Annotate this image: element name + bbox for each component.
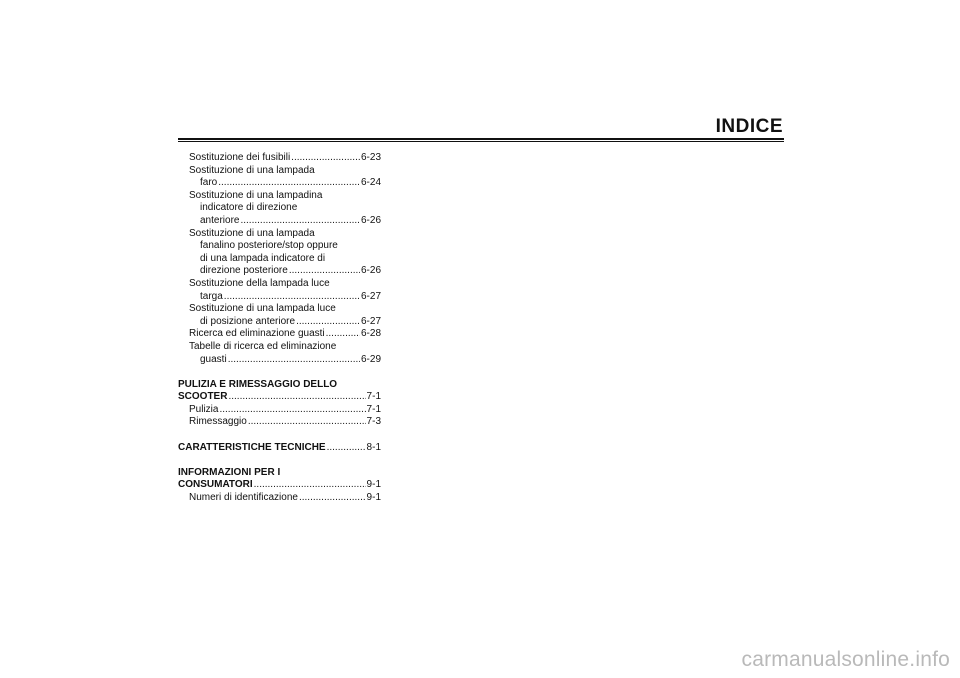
section-spacer xyxy=(178,366,381,379)
toc-leader xyxy=(289,265,360,278)
toc-leader xyxy=(291,152,360,165)
toc-leader xyxy=(296,316,360,329)
toc-entry-rimessaggio[interactable] xyxy=(178,416,381,429)
toc-entry-targa[interactable] xyxy=(178,291,381,304)
toc-section-title: CONSUMATORI xyxy=(178,479,253,491)
toc-leader xyxy=(240,215,360,228)
toc-leader xyxy=(326,328,360,341)
toc-entry-label: Tabelle di ricerca ed eliminazione xyxy=(189,340,337,352)
toc-leader xyxy=(254,479,366,492)
section-spacer xyxy=(178,429,381,442)
toc-entry-label: Sostituzione dei fusibili xyxy=(189,152,291,163)
toc-page-number: 6-23 xyxy=(360,152,381,163)
toc-leader xyxy=(248,416,366,429)
toc-entry-fusibili[interactable] xyxy=(178,152,381,165)
toc-entry-label: guasti xyxy=(200,353,227,365)
toc-page-number: 9-1 xyxy=(366,479,381,491)
page-title: INDICE xyxy=(715,116,783,137)
toc-entry-label: Ricerca ed eliminazione guasti xyxy=(189,328,325,340)
toc-entry-label: Rimessaggio xyxy=(189,416,247,428)
toc-page-number: 6-29 xyxy=(360,353,381,365)
toc-entry-indicatore-anteriore[interactable] xyxy=(178,215,381,228)
toc-entry-label: indicatore di direzione xyxy=(200,202,298,214)
toc-entry-guasti[interactable] xyxy=(178,354,381,367)
toc-section-title: PULIZIA E RIMESSAGGIO DELLO xyxy=(178,378,338,390)
toc-leader xyxy=(327,442,366,455)
toc-page-number: 6-26 xyxy=(360,265,381,277)
toc-section-caratteristiche[interactable] xyxy=(178,442,381,455)
table-of-contents xyxy=(178,152,381,505)
toc-entry-ricerca[interactable] xyxy=(178,328,381,341)
toc-section-title: INFORMAZIONI PER I xyxy=(178,466,281,478)
toc-page-number: 6-27 xyxy=(360,290,381,302)
toc-page-number: 8-1 xyxy=(366,441,381,453)
toc-leader xyxy=(224,291,360,304)
toc-entry-label: Sostituzione di una lampada xyxy=(189,164,315,176)
header-rule-thick xyxy=(178,138,784,140)
toc-page-number: 6-28 xyxy=(360,328,381,340)
toc-page-number: 9-1 xyxy=(366,492,381,504)
toc-page-number: 6-27 xyxy=(360,315,381,327)
toc-section-title: CARATTERISTICHE TECNICHE xyxy=(178,441,326,453)
toc-entry-label: Numeri di identificazione xyxy=(189,492,298,504)
toc-entry-numeri[interactable] xyxy=(178,492,381,505)
toc-entry-label: di una lampada indicatore di xyxy=(200,252,326,264)
toc-entry-label: Sostituzione di una lampada xyxy=(189,227,315,239)
toc-entry-label: Sostituzione di una lampadina xyxy=(189,189,323,201)
toc-entry-label: faro xyxy=(200,177,218,189)
toc-leader xyxy=(219,404,365,417)
toc-entry-pulizia[interactable] xyxy=(178,404,381,417)
toc-entry-label: anteriore xyxy=(200,214,240,226)
toc-section-consumatori[interactable] xyxy=(178,479,381,492)
toc-entry-label: Sostituzione della lampada luce xyxy=(189,277,330,289)
toc-page-number: 6-24 xyxy=(360,177,381,189)
section-spacer xyxy=(178,454,381,467)
toc-page-number: 7-1 xyxy=(366,403,381,415)
toc-entry-label: Pulizia xyxy=(189,403,219,415)
toc-section-scooter[interactable] xyxy=(178,391,381,404)
toc-leader xyxy=(228,391,365,404)
toc-leader xyxy=(228,354,360,367)
toc-entry-label: Sostituzione di una lampada luce xyxy=(189,303,336,315)
toc-page-number: 7-1 xyxy=(366,391,381,403)
toc-entry-label: di posizione anteriore xyxy=(200,315,296,327)
toc-entry-posizione-anteriore[interactable] xyxy=(178,316,381,329)
toc-page-number: 6-26 xyxy=(360,214,381,226)
toc-page-number: 7-3 xyxy=(366,416,381,428)
toc-entry-direzione-posteriore[interactable] xyxy=(178,265,381,278)
toc-entry-label: direzione posteriore xyxy=(200,265,288,277)
toc-leader xyxy=(299,492,366,505)
toc-entry-label: targa xyxy=(200,290,223,302)
toc-entry-faro[interactable] xyxy=(178,177,381,190)
watermark-text: carmanualsonline.info xyxy=(741,648,950,671)
toc-entry-label: fanalino posteriore/stop oppure xyxy=(200,240,338,252)
header-rule-thin xyxy=(178,141,784,142)
toc-leader xyxy=(218,177,360,190)
toc-section-title: SCOOTER xyxy=(178,391,228,403)
